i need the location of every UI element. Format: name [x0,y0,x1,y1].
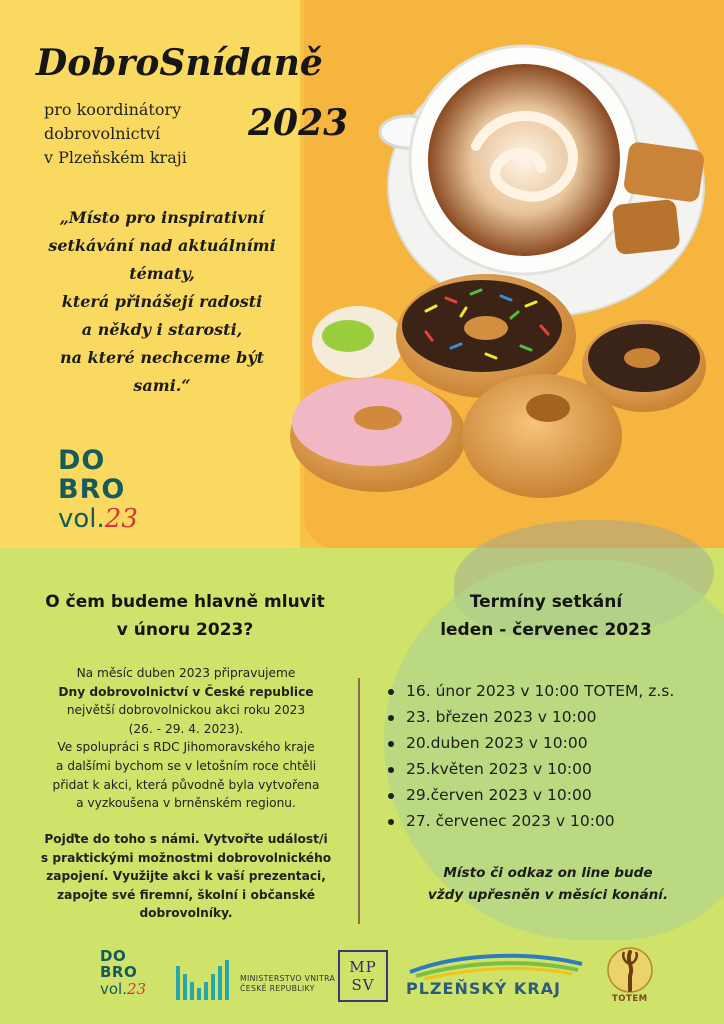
location-note [400,862,696,906]
subtitle-line: dobrovolnictví [44,124,161,143]
meeting-date: 16. únor 2023 v 10:00 TOTEM, z.s. [388,679,674,705]
poster-title: DobroSnídaně [36,42,323,84]
meeting-date: 27. červenec 2023 v 10:00 [388,809,674,835]
quote-line: tématy, [129,264,195,283]
logo-number: 23 [127,980,147,998]
meeting-date: 23. březen 2023 v 10:00 [388,705,674,731]
quote-line: „Místo pro inspirativní [59,208,265,227]
totem-logo-text: TOTEM [612,994,648,1004]
cta-line: Pojďte do toho s námi. Vytvořte událost/i [44,832,328,846]
heading-line: v únoru 2023? [116,620,254,640]
logo-line [100,980,146,998]
poster-subtitle [44,98,187,170]
paragraph-line: Na měsíc duben 2023 připravujeme [76,666,296,680]
quote-line: a někdy i starosti, [81,320,243,339]
logo-line: BRO [58,474,126,505]
ministry-line: ČESKÉ REPUBLIKY [240,984,315,993]
plzensky-kraj-logo-text: PLZEŇSKÝ KRAJ [406,979,561,998]
heading-line: leden - červenec 2023 [440,620,652,640]
mpsv-top: MP [349,958,377,976]
logo-line [58,504,138,534]
right-heading [388,588,704,644]
meeting-date: 29.červen 2023 v 10:00 [388,783,674,809]
biscuit [612,199,681,255]
meeting-date: 20.duben 2023 v 10:00 [388,731,674,757]
logo-number: 23 [104,504,138,534]
quote-line: sami.“ [133,376,191,395]
note-line: vždy upřesněn v měsíci konání. [427,887,669,903]
paragraph-line: přidat k akci, která původně byla vytvořena [52,777,320,792]
heading-line: O čem budeme hlavně mluvit [45,592,325,612]
mpsv-bottom: SV [351,976,375,994]
coffee [428,64,620,256]
paragraph-strong-line: Dny dobrovolnictví v České republice [58,684,314,699]
dobro-logo [58,446,138,534]
paragraph-line: (26. - 29. 4. 2023). [128,721,244,736]
paragraph-line: největší dobrovolnickou akci roku 2023 [66,703,306,718]
section-divider [358,678,360,924]
quote [26,204,298,400]
ministry-line: MINISTERSTVO VNITRA [240,974,336,983]
paragraph-line: a vyzkoušena v brněnském regionu. [76,796,296,811]
footer-dobro-logo [100,948,146,998]
note-line: Místo či odkaz on line bude [443,865,653,881]
subtitle-line: pro koordinátory [44,100,182,119]
quote-line: která přinášejí radosti [61,292,263,311]
left-call-to-action [28,830,344,923]
logo-line: DO [100,947,127,965]
donut-glazed [462,374,622,498]
ministry-text [240,974,335,994]
biscuit [623,141,705,203]
logo-vol: vol. [58,504,105,534]
cta-line: zapojte své firemní, školní i občanské [57,887,315,902]
meeting-date: 25.květen 2023 v 10:00 [388,757,674,783]
paragraph-line: Ve spolupráci s RDC Jihomoravského kraje [57,740,315,755]
mpsv-logo [338,950,388,1002]
cta-line: zapojení. Využijte akci k vaší prezentaci, [46,869,326,884]
quote-line: na které nechceme být [59,348,265,367]
donut-green-icing [322,320,374,352]
left-paragraph [28,664,344,813]
heading-line: Termíny setkání [469,592,623,612]
logo-line: BRO [100,963,138,981]
logo-vol: vol. [100,980,127,998]
logo-line: DO [58,445,106,476]
quote-line: setkávání nad aktuálními [48,236,276,255]
meeting-dates-list [388,679,674,834]
cta-line: dobrovolníky. [139,906,233,921]
subtitle-line: v Plzeňském kraji [44,148,187,167]
ministry-interior-icon [176,960,232,1002]
poster-year: 2023 [248,102,349,144]
cta-line: s praktickými možnostmi dobrovolnického [40,850,332,865]
coffee-donuts-illustration [286,36,716,506]
left-heading [20,588,350,644]
paragraph-line: a dalšími bychom se v letošním roce chtěli [55,758,317,773]
